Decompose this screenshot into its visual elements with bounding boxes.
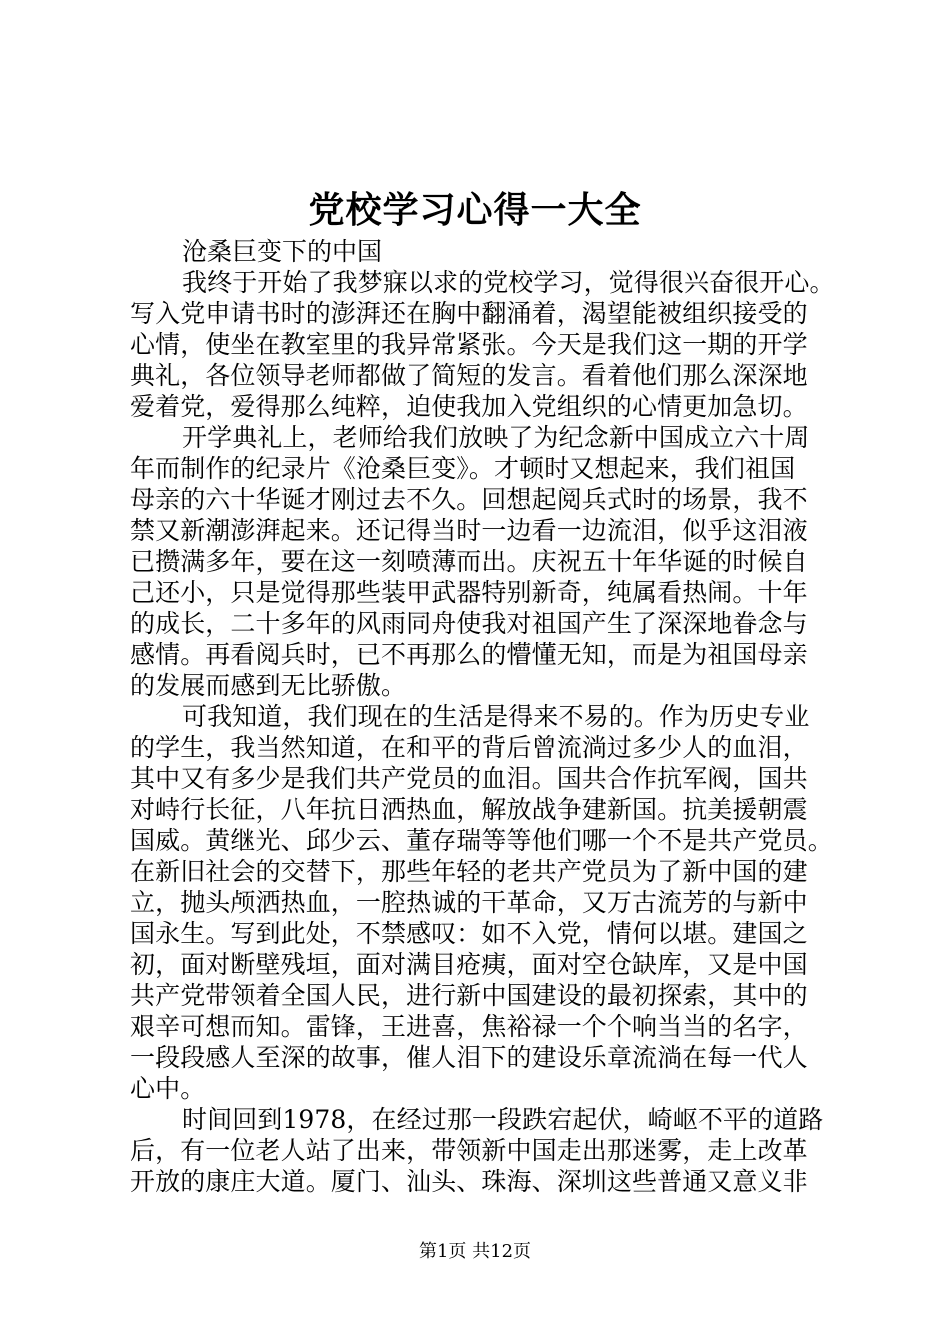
paragraph-line: 的发展而感到无比骄傲。 [130, 671, 407, 700]
paragraph-line: 立，抛头颅洒热血，一腔热诚的干革命，又万古流芳的与新中 [130, 888, 808, 917]
paragraph-line: 己还小，只是觉得那些装甲武器特别新奇，纯属看热闹。十年 [130, 578, 808, 607]
paragraph [130, 422, 835, 701]
paragraph-line: 初，面对断壁残垣，面对满目疮痍，面对空仓缺库，又是中国 [130, 950, 808, 979]
paragraph-line: 共产党带领着全国人民，进行新中国建设的最初探索，其中的 [130, 981, 808, 1010]
paragraph-line: 国威。黄继光、邱少云、董存瑞等等他们哪一个不是共产党员。 [130, 826, 833, 855]
paragraph-line: 可我知道，我们现在的生活是得来不易的。作为历史专业 [182, 702, 810, 731]
document-subtitle: 沧桑巨变下的中国 [182, 237, 383, 266]
paragraph-line: 年而制作的纪录片《沧桑巨变》。才顿时又想起来，我们祖国 [130, 454, 796, 483]
paragraph [130, 701, 835, 1104]
page-footer: 第1页 共12页 [418, 1241, 532, 1262]
paragraph-line: 在新旧社会的交替下，那些年轻的老共产党员为了新中国的建 [130, 857, 808, 886]
paragraph-line: 母亲的六十华诞才刚过去不久。回想起阅兵式时的场景，我不 [130, 485, 808, 514]
paragraph-line: 爱着党，爱得那么纯粹，迫使我加入党组织的心情更加急切。 [130, 392, 808, 421]
paragraph-line: 典礼，各位领导老师都做了简短的发言。看着他们那么深深地 [130, 361, 808, 390]
paragraph-line: 其中又有多少是我们共产党员的血泪。国共合作抗军阀，国共 [130, 764, 808, 793]
paragraph-line: 心中。 [130, 1074, 206, 1103]
document-body [130, 236, 835, 1197]
paragraph-line: 开放的康庄大道。厦门、汕头、珠海、深圳这些普通又意义非 [130, 1167, 808, 1196]
paragraph-line: 艰辛可想而知。雷锋，王进喜，焦裕禄一个个响当当的名字， [130, 1012, 808, 1041]
paragraph-line: 写入党申请书时的澎湃还在胸中翻涌着，渴望能被组织接受的 [130, 299, 808, 328]
paragraph-line: 禁又新潮澎湃起来。还记得当时一边看一边流泪，似乎这泪液 [130, 516, 808, 545]
document-title: 党校学习心得一大全 [308, 189, 642, 231]
paragraph [130, 1104, 835, 1197]
paragraph-line: 后，有一位老人站了出来，带领新中国走出那迷雾，走上改革 [130, 1136, 808, 1165]
paragraph-line: 心情，使坐在教室里的我异常紧张。今天是我们这一期的开学 [130, 330, 808, 359]
paragraph-line: 感情。再看阅兵时，已不再那么的懵懂无知，而是为祖国母亲 [130, 640, 808, 669]
paragraph-line: 对峙行长征，八年抗日洒热血，解放战争建新国。抗美援朝震 [130, 795, 808, 824]
paragraph-line: 的成长，二十多年的风雨同舟使我对祖国产生了深深地眷念与 [130, 609, 808, 638]
paragraph-line: 已攒满多年，要在这一刻喷薄而出。庆祝五十年华诞的时候自 [130, 547, 808, 576]
paragraph-line: 的学生，我当然知道，在和平的背后曾流淌过多少人的血泪， [130, 733, 808, 762]
paragraph-line: 国永生。写到此处，不禁感叹：如不入党，情何以堪。建国之 [130, 919, 808, 948]
paragraph [130, 267, 835, 422]
paragraph-line: 我终于开始了我梦寐以求的党校学习，觉得很兴奋很开心。 [182, 268, 835, 297]
paragraph-line: 时间回到1978，在经过那一段跌宕起伏，崎岖不平的道路 [182, 1105, 824, 1134]
paragraph-line: 开学典礼上，老师给我们放映了为纪念新中国成立六十周 [182, 423, 810, 452]
paragraph-line: 一段段感人至深的故事，催人泪下的建设乐章流淌在每一代人 [130, 1043, 808, 1072]
